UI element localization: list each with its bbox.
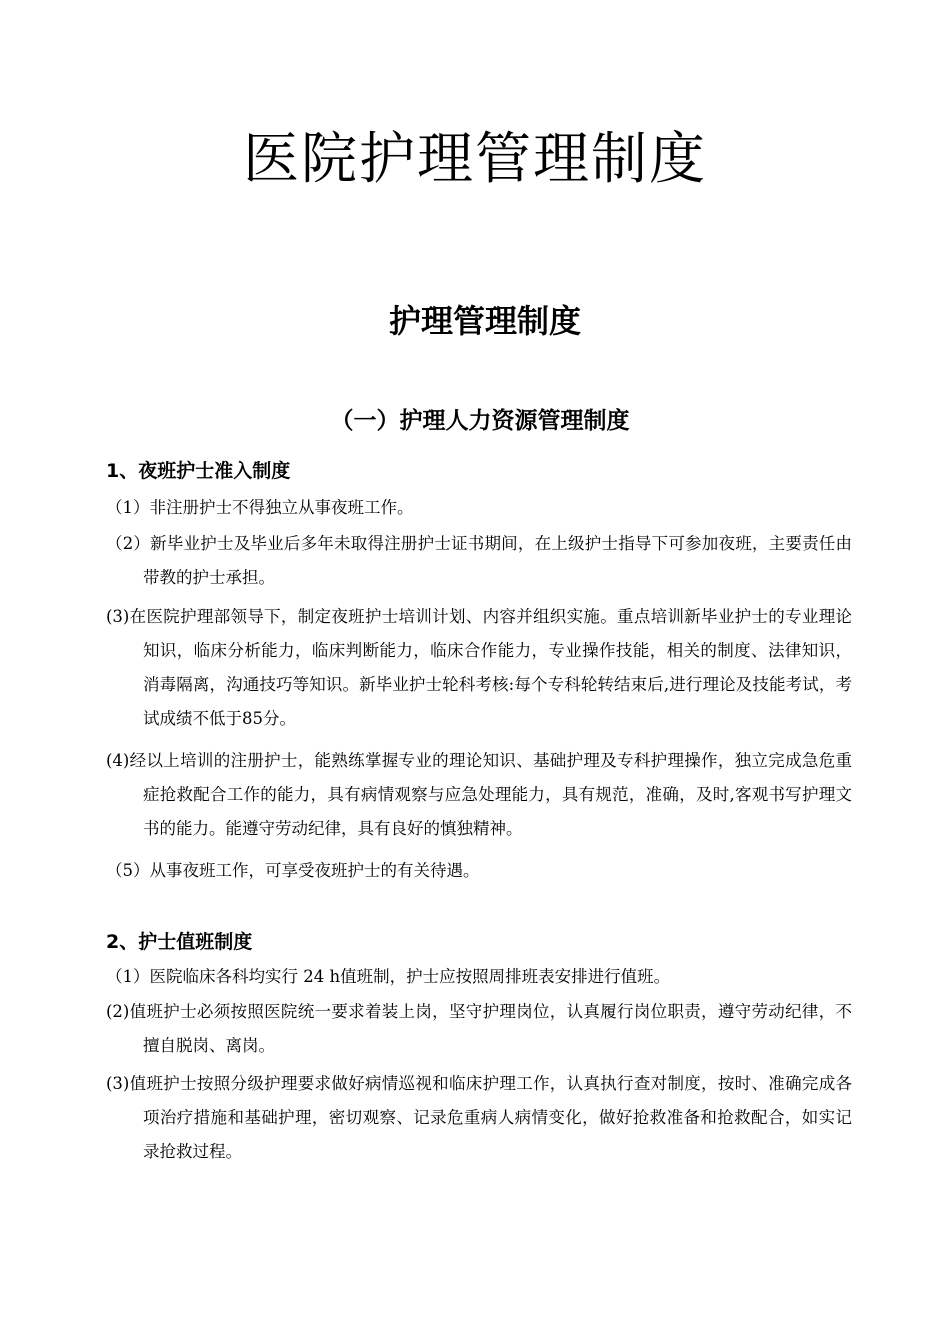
heading-night-shift-access: 1、夜班护士准入制度: [106, 460, 291, 482]
list-item: （1）医院临床各科均实行 24 h值班制，护士应按照周排班表安排进行值班。: [106, 967, 671, 986]
subsection-title: （一）护理人力资源管理制度: [330, 408, 630, 434]
list-item: （1）非注册护士不得独立从事夜班工作。: [106, 498, 414, 517]
section-title: 护理管理制度: [388, 302, 581, 340]
list-item: （2）新毕业护士及毕业后多年未取得注册护士证书期间，在上级护士指导下可参加夜班，主要责任由带教的护士承担。: [106, 534, 852, 587]
document-title: 医院护理管理制度: [243, 127, 707, 192]
list-item: （5）从事夜班工作，可享受夜班护士的有关待遇。: [106, 861, 480, 880]
list-item: (3)在医院护理部领导下，制定夜班护士培训计划、内容并组织实施。重点培训新毕业护士的专业理论知识，临床分析能力，临床判断能力，临床合作能力，专业操作技能，相关的制度、法律知识，消毒隔离，沟通技巧等知识。新毕业护士轮科考核:每个专科轮转结束后,进行理论及技能考试，考试成绩不低于85分。: [106, 607, 852, 728]
list-item: (4)经以上培训的注册护士，能熟练掌握专业的理论知识、基础护理及专科护理操作，独立完成急危重症抢救配合工作的能力，具有病情观察与应急处理能力，具有规范，准确，及时,客观书写护理文书的能力。能遵守劳动纪律，具有良好的慎独精神。: [106, 751, 852, 838]
list-item: (3)值班护士按照分级护理要求做好病情巡视和临床护理工作，认真执行查对制度，按时、准确完成各项治疗措施和基础护理，密切观察、记录危重病人病情变化，做好抢救准备和抢救配合，如实记录抢救过程。: [106, 1074, 852, 1161]
heading-nurse-duty: 2、护士值班制度: [106, 931, 253, 953]
list-item: (2)值班护士必须按照医院统一要求着装上岗，坚守护理岗位，认真履行岗位职责，遵守劳动纪律，不擅自脱岗、离岗。: [106, 1002, 852, 1055]
